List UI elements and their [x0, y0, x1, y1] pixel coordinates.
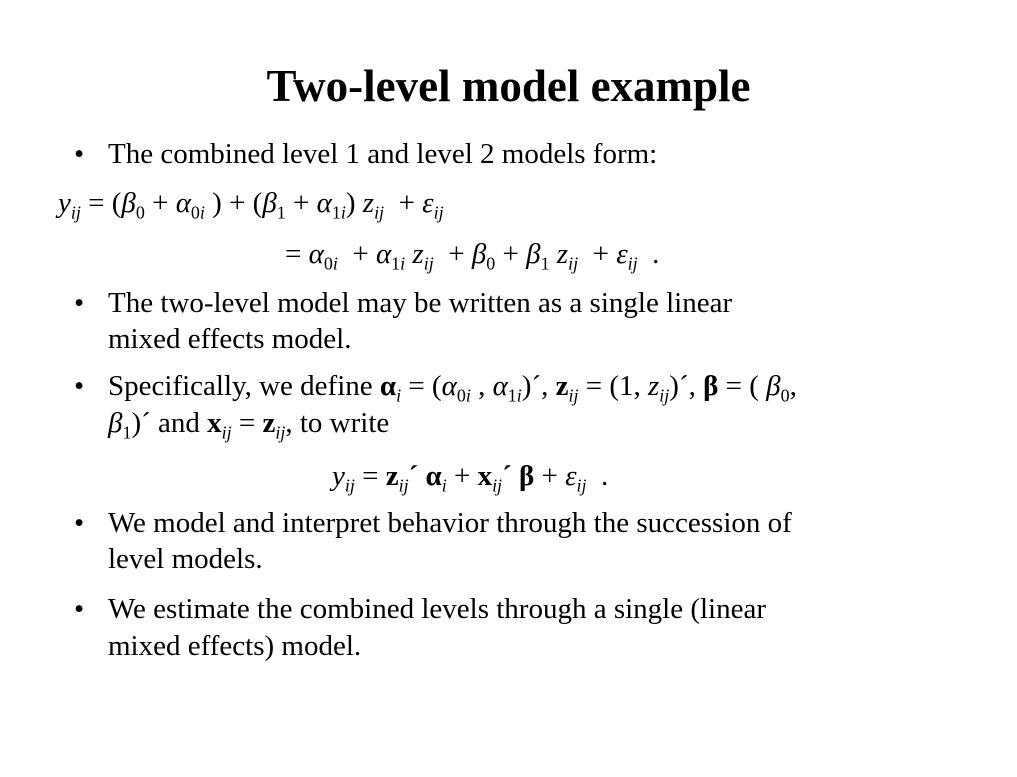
equation-mixed-model: $y_{ij}$ = $z_{ij}´$ $\alpha_i$ + $x_{ij}´$ $\beta + \varepsilon_{ij}$ . [332, 460, 609, 496]
to-write-suffix: , to write [285, 407, 390, 439]
equation-expanded: = $\alpha_{0i} + \alpha_{1i}$ $z_{ij} + \beta_0 + \beta_1$ $z_{ij} + \varepsilon_{ij}$ . [285, 238, 660, 274]
bullet-text-interpret-line1: We model and interpret behavior through the succession of [108, 507, 792, 539]
bullet-text-combined-models: The combined level 1 and level 2 models form: [108, 138, 658, 170]
bullet-text-specifically-line1: Specifically, we define $\alpha_i = (\alpha_{0i}$ , $\alpha_{1i})´$, $z_{ij} = (1$, $z_{ij})´$, β = ( $\beta_0$, [108, 370, 797, 406]
bullet-marker: • [74, 370, 85, 402]
specifically-prefix: Specifically, we define [108, 370, 373, 402]
equation-combined-model: $y_{ij} = (\beta_0 + \alpha_{0i}$ ) + $(\beta_1 + \alpha_{1i}) z_{ij} + \varepsilon_{ij}$ [58, 187, 444, 223]
slide-title: Two-level model example [266, 61, 751, 111]
bullet-marker: • [74, 287, 85, 319]
bullet-text-two-level-line2: mixed effects model. [108, 323, 352, 355]
bullet-text-estimate-line1: We estimate the combined levels through a single (linear [108, 593, 767, 625]
bullet-text-estimate-line2: mixed effects) model. [108, 630, 362, 662]
bullet-marker: • [74, 138, 85, 170]
bullet-marker: • [74, 593, 85, 625]
bullet-text-interpret-line2: level models. [108, 543, 263, 575]
bullet-text-specifically-line2: $\beta_1)´$ and $x_{ij} = z_{ij}$, to write [108, 407, 390, 443]
bullet-text-two-level-line1: The two-level model may be written as a single linear [108, 287, 733, 319]
bullet-marker: • [74, 507, 85, 539]
